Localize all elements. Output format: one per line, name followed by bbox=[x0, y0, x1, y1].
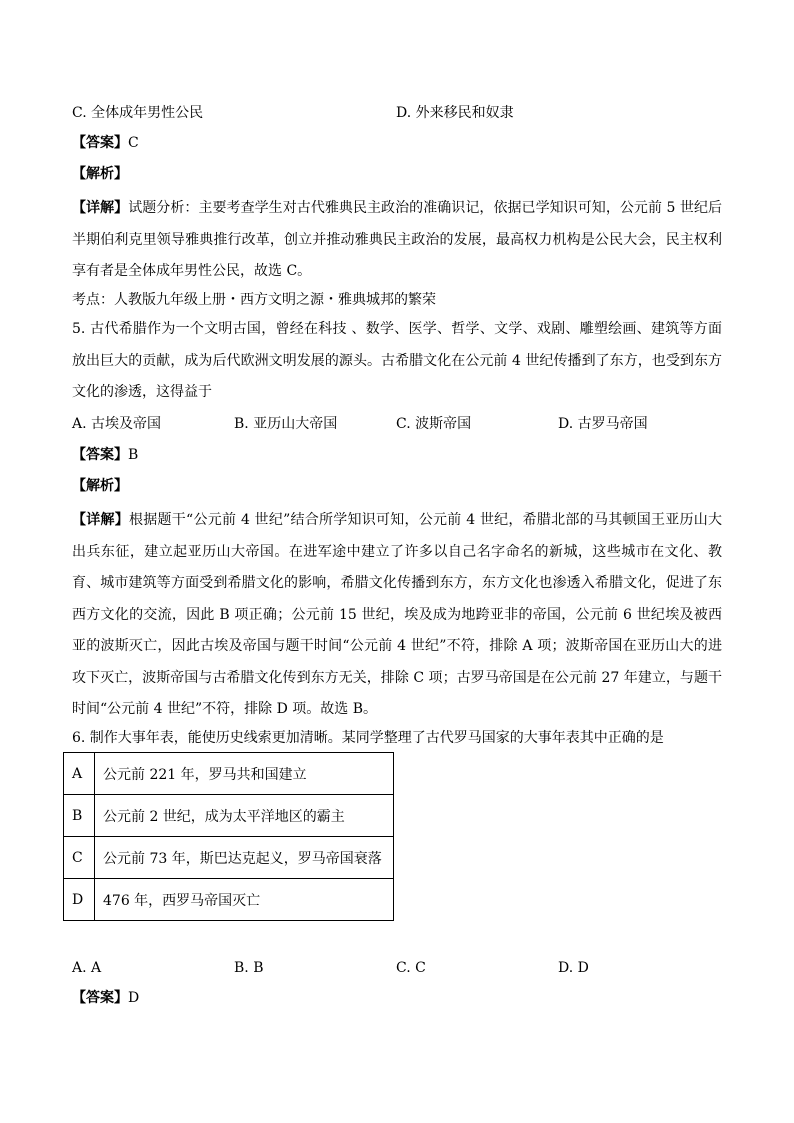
row-event: 公元前 2 世纪，成为太平洋地区的霸主 bbox=[95, 795, 394, 837]
detail-text: 试题分析：主要考查学生对古代雅典民主政治的准确识记，依据已学知识可知，公元前 5 世纪后半期伯利克里领导雅典推行改革，创立并推动雅典民主政治的发展，最高权力机构是公民大会，民主权利享有者是全体成年男性公民，故选 C。 bbox=[72, 200, 723, 279]
row-event: 公元前 73 年，斯巴达克起义，罗马帝国衰落 bbox=[95, 837, 394, 879]
table-row bbox=[64, 837, 394, 879]
detail-label: 【详解】 bbox=[72, 200, 129, 216]
q5-option-d: D. 古罗马帝国 bbox=[558, 416, 648, 432]
option-d-prev: D. 外来移民和奴隶 bbox=[396, 105, 514, 121]
q6-option-d: D. D bbox=[558, 960, 589, 976]
row-event: 公元前 221 年，罗马共和国建立 bbox=[95, 753, 394, 795]
option-c-prev: C. 全体成年男性公民 bbox=[72, 105, 204, 121]
row-letter: A bbox=[64, 753, 95, 795]
detail-label: 【详解】 bbox=[72, 512, 130, 528]
q5-option-b: B. 亚历山大帝国 bbox=[234, 416, 338, 432]
answer-line-q6 bbox=[72, 988, 139, 1008]
q6-option-b: B. B bbox=[234, 960, 264, 976]
question-5-stem: 5. 古代希腊作为一个文明古国，曾经在科技 、数学、医学、哲学、文学、戏剧、雕塑绘画、建筑等方面放出巨大的贡献，成为后代欧洲文明发展的源头。古希腊文化在公元前 4 世纪传播到了东方，也受到东方文化的渗透，这得益于 bbox=[72, 321, 722, 400]
q5-option-a: A. 古埃及帝国 bbox=[72, 416, 162, 432]
analysis-label-q4: 【解析】 bbox=[72, 166, 128, 182]
answer-line-q4 bbox=[72, 133, 139, 153]
answer-line-q5 bbox=[72, 445, 138, 465]
row-letter: B bbox=[64, 795, 95, 837]
answer-value: B bbox=[128, 447, 139, 463]
test-point-q4: 考点：人教版九年级上册・西方文明之源・雅典城邦的繁荣 bbox=[72, 292, 436, 308]
answer-value: D bbox=[128, 990, 140, 1006]
table-row bbox=[64, 753, 394, 795]
answer-label: 【答案】 bbox=[72, 135, 128, 151]
answer-value: C bbox=[128, 135, 139, 151]
question-6-stem: 6. 制作大事年表，能使历史线索更加清晰。某同学整理了古代罗马国家的大事年表其中正确的是 bbox=[72, 730, 664, 746]
answer-label: 【答案】 bbox=[72, 447, 128, 463]
detail-paragraph-q4 bbox=[72, 193, 722, 288]
q5-option-c: C. 波斯帝国 bbox=[396, 416, 472, 432]
answer-label: 【答案】 bbox=[72, 990, 128, 1006]
q6-option-a: A. A bbox=[72, 960, 102, 976]
detail-paragraph-q5 bbox=[72, 505, 722, 726]
row-letter: D bbox=[64, 879, 95, 921]
detail-text: 根据题干“公元前 4 世纪”结合所学知识可知，公元前 4 世纪，希腊北部的马其顿国王亚历山大出兵东征，建立起亚历山大帝国。在进军途中建立了许多以自己名字命名的新城，这些城市在文化、教育、城市建筑等方面受到希腊文化的影响，希腊文化传播到东方，东方文化也渗透入希腊文化，促进了东西方文化的交流，因此 B 项正确；公元前 15 世纪，埃及成为地跨亚非的帝国，公元前 6 世纪埃及被西亚的波斯灭亡，因此古埃及帝国与题干时间“公元前 4 世纪”不符，排除 A 项；波斯帝国在亚历山大的进攻下灭亡，波斯帝国与古希腊文化传到东方无关，排除 C 项；古罗马帝国是在公元前 27 年建立，与题干时间“公元前 4 世纪”不符，排除 D 项。故选 B。 bbox=[72, 512, 722, 717]
analysis-label-q5: 【解析】 bbox=[72, 478, 128, 494]
table-row bbox=[64, 879, 394, 921]
events-table bbox=[63, 752, 394, 921]
row-event: 476 年，西罗马帝国灭亡 bbox=[95, 879, 394, 921]
row-letter: C bbox=[64, 837, 95, 879]
table-row bbox=[64, 795, 394, 837]
q6-option-c: C. C bbox=[396, 960, 426, 976]
